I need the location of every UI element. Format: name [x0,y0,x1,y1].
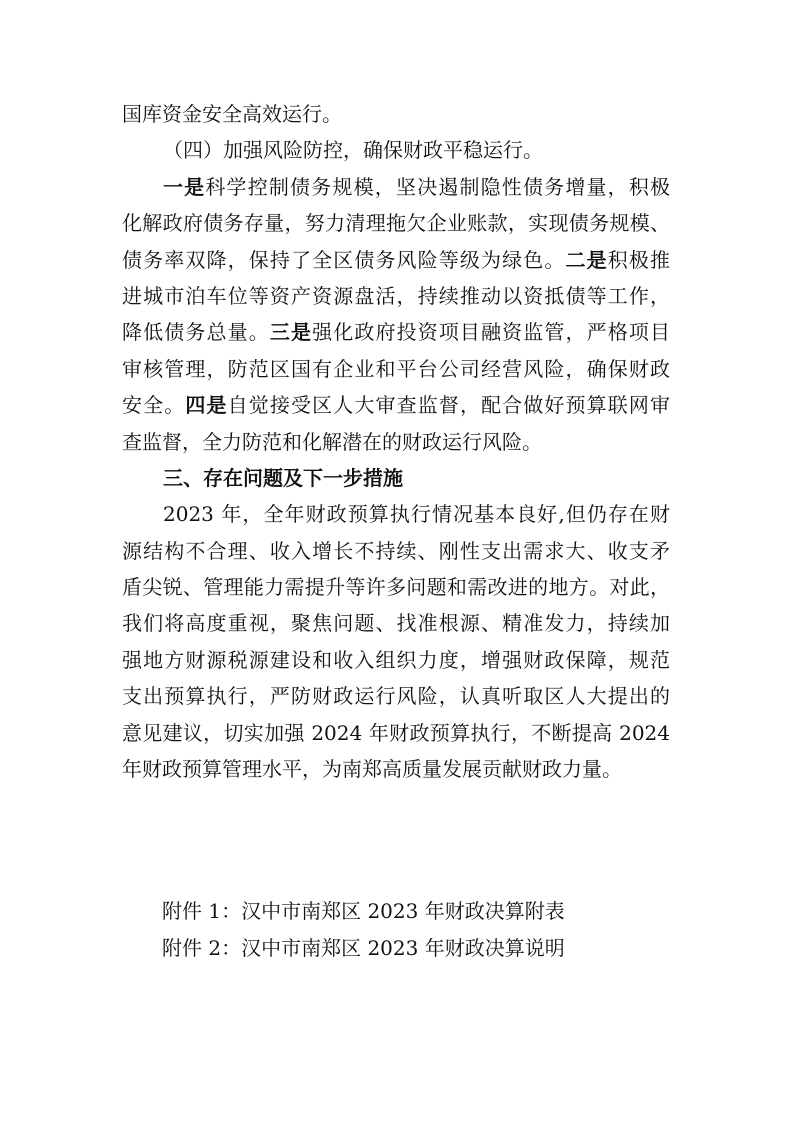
paragraph-line: 年财政预算管理水平，为南郑高质量发展贡献财政力量。 [122,757,622,782]
paragraph-line [122,169,670,205]
text-run: 安全。 [122,393,186,418]
paragraph-line: 支出预算执行，严防财政运行风险，认真听取区人大提出的 [122,684,670,709]
text-run: 积极推 [607,247,671,272]
keyword-ershi: 二是 [565,247,608,272]
paragraph-line: 源结构不合理、收入增长不持续、刚性支出需求大、收支矛 [122,538,670,563]
paragraph-line: 我们将高度重视，聚焦问题、找准根源、精准发力，持续加 [122,611,670,636]
text-run: 自觉接受区人大审查监督，配合做好预算联网审 [227,393,671,418]
paragraph-line [122,387,670,423]
keyword-yishi: 一是 [163,174,206,199]
section-4-heading: （四）加强风险防控，确保财政平稳运行。 [163,138,543,163]
keyword-sishi: 四是 [185,393,228,418]
text-run: 降低债务总量。 [122,320,270,345]
paragraph-line: 化解政府债务存量，努力清理拖欠企业账款，实现债务规模、 [122,211,670,236]
document-body [122,96,670,787]
keyword-sanshi: 三是 [269,320,313,345]
paragraph-line: 盾尖锐、管理能力需提升等许多问题和需改进的地方。对此， [122,575,670,600]
paragraph-line: 意见建议，切实加强 2024 年财政预算执行，不断提高 2024 [122,720,670,745]
attachments-list [162,893,682,967]
paragraph-line: 2023 年，全年财政预算执行情况基本良好,但仍存在财 [163,502,670,527]
paragraph-line [122,242,670,278]
section-3-heading: 三、存在问题及下一步措施 [163,465,403,490]
text-run: 强化政府投资项目融资监管，严格项目 [312,320,671,345]
paragraph-continuation: 国库资金安全高效运行。 [122,102,342,126]
paragraph-line [122,314,670,350]
paragraph-line: 强地方财源税源建设和收入组织力度，增强财政保障，规范 [122,647,670,672]
text-run: 科学控制债务规模，坚决遏制隐性债务增量，积极 [205,174,671,199]
text-run: 债务率双降，保持了全区债务风险等级为绿色。 [122,247,566,272]
paragraph-line: 进城市泊车位等资产资源盘活，持续推动以资抵债等工作， [122,283,670,308]
paragraph-line: 审核管理，防范区国有企业和平台公司经营风险，确保财政 [122,356,670,381]
paragraph-line: 查监督，全力防范和化解潜在的财政运行风险。 [122,429,542,454]
attachment-1: 附件 1：汉中市南郑区 2023 年财政决算附表 [162,899,565,923]
attachment-2: 附件 2：汉中市南郑区 2023 年财政决算说明 [162,936,565,960]
